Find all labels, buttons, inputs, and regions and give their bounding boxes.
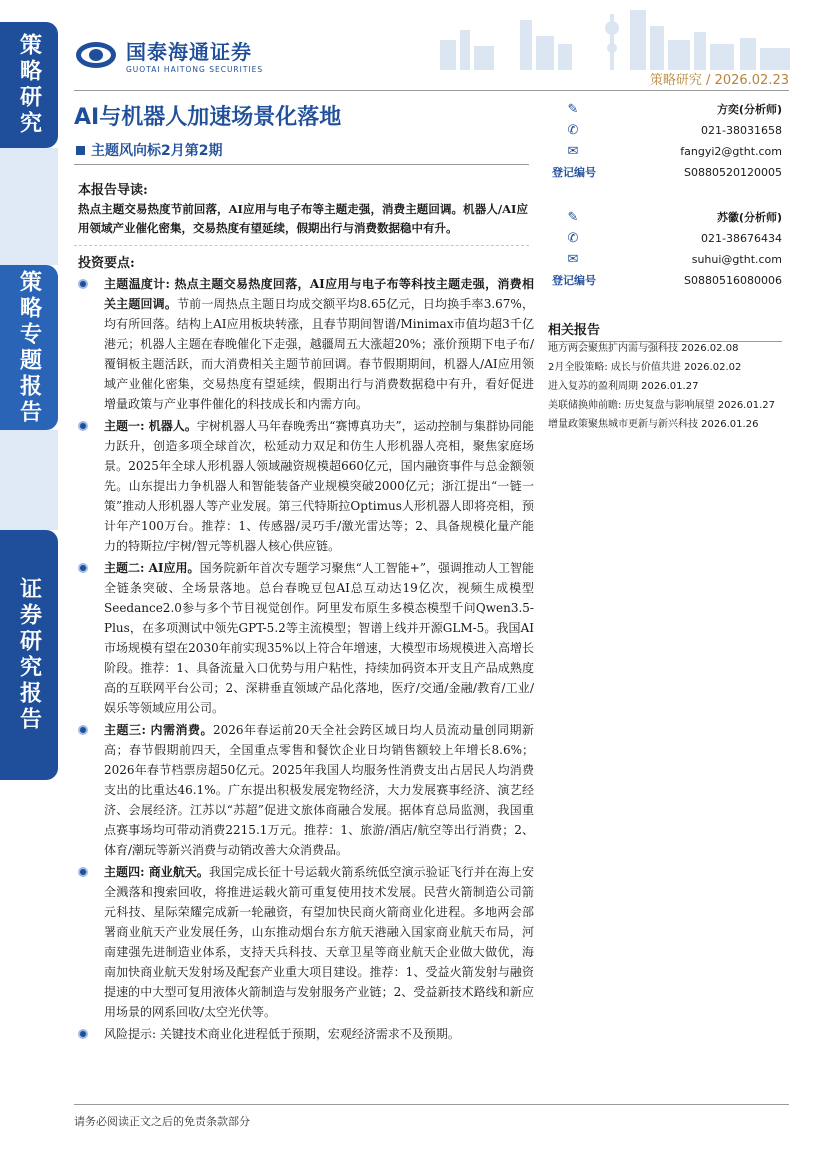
registration-label: 登记编号	[552, 166, 596, 179]
email-icon: ✉	[567, 252, 579, 267]
analyst-card	[548, 99, 782, 183]
disclaimer-footer: 请务必阅读正文之后的免责条款部分	[74, 1115, 250, 1128]
footer-divider	[74, 1104, 789, 1105]
sidebar-spacer	[0, 148, 58, 265]
sidebar-tag-strategy-special: 策略专题报告	[0, 265, 58, 430]
related-reports-heading: 相关报告	[548, 319, 782, 342]
intro-heading: 本报告导读:	[78, 183, 148, 198]
bullet-icon	[78, 421, 88, 431]
list-item: 主题温度计: 热点主题交易热度回落，AI应用与电子布等科技主题走强，消费相关主题回调。节前一周热点主题日均成交额平均8.65亿元，日均换手率3.67%，均有所回落。结构上AI应用板块转涨，且春节期间智谱/Minimax市值均超3千亿港元；机器人主题在春晚催化下走强，越疆周五大涨超20%；涨价预期下电子布/覆铜板主题活跃，而大消费相关主题节前回调。春节假期期间，机器人/AI应用领域产业催化密集，交易热度有望延续，假期出行与消费数据稳中有升，看好促进增量政策与产业事件催化的科技成长和内需方向。	[74, 274, 534, 414]
analyst-name: 苏徽(分析师)	[716, 211, 782, 224]
investment-points-list	[74, 274, 534, 1046]
email-icon: ✉	[567, 144, 579, 159]
related-report-link[interactable]: 进入复苏的盈利周期 2026.01.27	[548, 381, 699, 392]
intro-summary: 热点主题交易热度节前回落，AI应用与电子布等主题走强，消费主题回调。机器人/AI应用领域产业催化密集，交易热度有望延续，假期出行与消费数据稳中有升。	[78, 202, 528, 235]
logo-name-en: GUOTAI HAITONG SECURITIES	[126, 65, 264, 74]
sidebar-tag-strategy-research: 策略研究	[0, 22, 58, 148]
analyst-email[interactable]: fangyi2@gtht.com	[680, 145, 782, 158]
logo-name-cn: 国泰海通证券	[126, 40, 252, 64]
registration-number: S0880520120005	[684, 166, 782, 179]
list-item: 主题三: 内需消费。2026年春运前20天全社会跨区域日均人员流动量创同期新高；春节假期前四天，全国重点零售和餐饮企业日均销售额较上年增长8.6%；2026年春节档票房超50亿元。2025年我国人均服务性消费支出占居民人均消费支出的比重达46.1%。广东提出积极发展宠物经济，大力发展赛事经济、演艺经济、会展经济。江苏以“苏超”促进文旅体商融合发展。据体育总局监测，我国重点赛事场均可带动消费2215.1万元。推荐：1、旅游/酒店/航空等出行消费；2、体育/潮玩等新兴消费与动销改善大众消费品。	[74, 720, 534, 860]
bullet-icon	[78, 563, 88, 573]
left-sidebar	[0, 0, 58, 1169]
report-title: AI与机器人加速场景化落地	[74, 105, 342, 130]
related-report-link[interactable]: 2月全股策略: 成长与价值共进 2026.02.02	[548, 362, 742, 373]
bullet-icon	[78, 725, 88, 735]
list-item: 主题一: 机器人。宇树机器人马年春晚秀出“赛博真功夫”，运动控制与集群协同能力跃升，创造多项全球首次，松延动力双足和仿生人形机器人亮相，聚焦家庭场景。2025年全球人形机器人领域融资规模超660亿元，国内融资事件与总金额领先。山东提出力争机器人和智能装备产业规模突破2000亿元；浙江提出“一链一策”推动人形机器人等产业发展。第三代特斯拉Optimus人形机器人即将亮相，预计年产100万台。推荐：1、传感器/灵巧手/激光雷达等；2、具备规模化量产能力的特斯拉/宇树/智元等机器人核心供应链。	[74, 416, 534, 556]
bullet-icon	[78, 867, 88, 877]
report-subtitle: 主题风向标2月第2期	[76, 140, 222, 160]
analyst-phone: 021-38676434	[701, 232, 782, 245]
related-report-link[interactable]: 美联储换帅前瞻: 历史复盘与影响展望 2026.01.27	[548, 400, 775, 411]
header-divider	[74, 90, 789, 91]
registration-label: 登记编号	[552, 274, 596, 287]
bullet-icon	[78, 1029, 88, 1039]
bullet-icon	[78, 279, 88, 289]
analyst-email[interactable]: suhui@gtht.com	[691, 253, 782, 266]
intro-divider	[74, 245, 529, 246]
sidebar-spacer	[0, 430, 58, 530]
subtitle-divider	[74, 164, 529, 165]
phone-icon: ✆	[567, 123, 579, 138]
sidebar-tag-securities-report: 证券研究报告	[0, 530, 58, 780]
company-logo	[74, 36, 263, 74]
registration-number: S0880516080006	[684, 274, 782, 287]
report-category-date: 策略研究 / 2026.02.23	[649, 73, 789, 88]
city-skyline-illustration	[290, 0, 810, 70]
related-report-link[interactable]: 增量政策聚焦城市更新与新兴科技 2026.01.26	[548, 419, 759, 430]
person-icon: ✎	[567, 210, 579, 225]
analyst-phone: 021-38031658	[701, 124, 782, 137]
related-reports-list	[548, 342, 782, 437]
points-heading: 投资要点:	[78, 256, 135, 271]
logo-mark-icon	[74, 40, 118, 70]
risk-warning: 风险提示: 关键技术商业化进程低于预期，宏观经济需求不及预期。	[74, 1024, 534, 1044]
list-item: 主题四: 商业航天。我国完成长征十号运载火箭系统低空演示验证飞行并在海上安全溅落和搜索回收，将推进运载火箭可重复使用技术发展。民营火箭制造公司箭元科技、星际荣耀完成新一轮融资，有望加快民商火箭商业化进程。多地两会部署商业航天产业发展任务，山东推动烟台东方航天港融入国家商业航天布局，河南建强先进制造业体系，支持天兵科技、天章卫星等商业航天企业做大做优，海南加快商业航天发射场及配套产业重大项目建设。推荐：1、受益火箭发射与融资提速的中大型可复用液体火箭制造与发射服务产业链；2、受益新技术路线和新应用场景的网系回收/太空光伏等。	[74, 862, 534, 1022]
person-icon: ✎	[567, 102, 579, 117]
analyst-card	[548, 207, 782, 291]
phone-icon: ✆	[567, 231, 579, 246]
list-item: 主题二: AI应用。国务院新年首次专题学习聚焦“人工智能+”，强调推动人工智能全链条突破、全场景落地。总台春晚豆包AI总互动达19亿次，视频生成模型Seedance2.0参与多个节目视觉创作。阿里发布原生多模态模型千问Qwen3.5-Plus，在多项测试中领先GPT-5.2等主流模型；智谱上线并开源GLM-5。我国AI市场规模有望在2030年前实现35%以上符合年增速，大模型市场规模进入高增长阶段。推荐：1、具备流量入口优势与用户粘性，持续加码资本开支且产品成熟度高的互联网平台公司；2、深耕垂直领域产品化落地，医疗/交通/金融/教育/工业/娱乐等领域应用公司。	[74, 558, 534, 718]
related-report-link[interactable]: 地方两会聚焦扩内需与强科技 2026.02.08	[548, 343, 739, 354]
analyst-name: 方奕(分析师)	[716, 103, 782, 116]
